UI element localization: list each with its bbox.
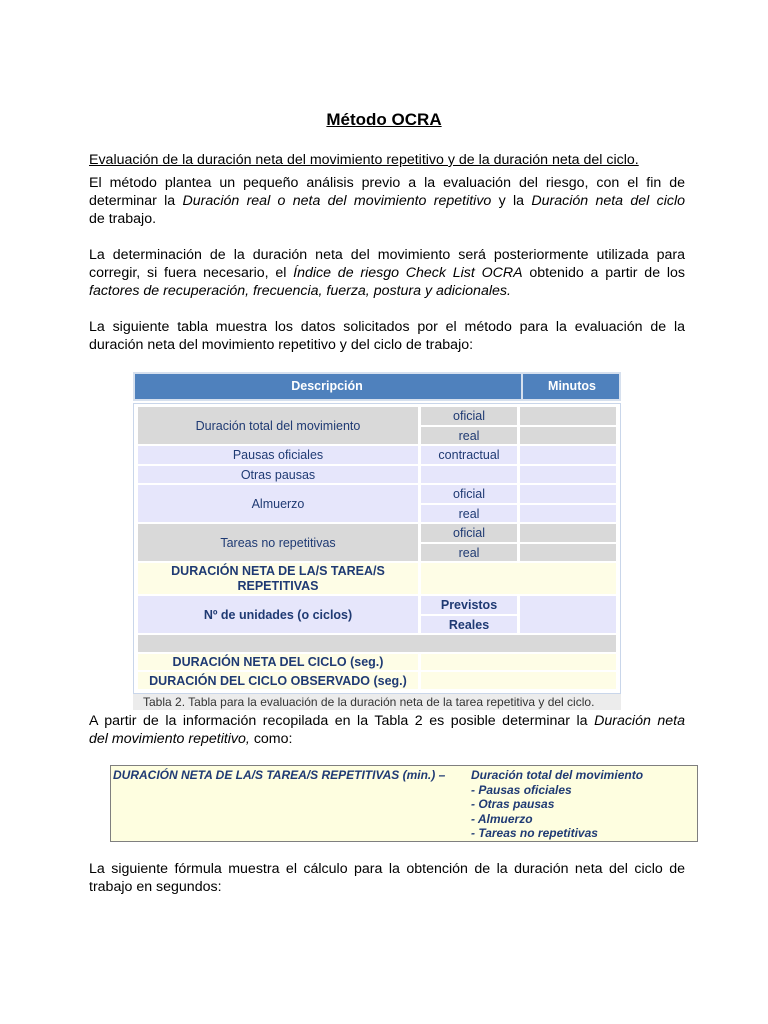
text-run: obtenido a partir de los xyxy=(522,265,685,281)
paragraph-line xyxy=(89,192,685,210)
row-label-lunch: Almuerzo xyxy=(138,485,418,522)
text-run: A partir de la información recopilada en la Tabla 2 es posible determinar la xyxy=(89,713,595,729)
row-label-net-cycle-duration: DURACIÓN NETA DEL CICLO (seg.) xyxy=(138,654,418,670)
paragraph-line: La siguiente fórmula muestra el cálculo para la obtención de la duración neta del ciclo de xyxy=(89,861,685,877)
paragraph-cycle-formula-intro xyxy=(89,860,685,896)
italic-term: Índice de riesgo Check List OCRA xyxy=(293,265,523,281)
row-label-net-duration: DURACIÓN NETA DE LA/S TAREA/S REPETITIVAS xyxy=(138,563,418,594)
subrow-real: real xyxy=(421,544,517,561)
paragraph-intro xyxy=(89,174,685,228)
formula-lhs: DURACIÓN NETA DE LA/S TAREA/S REPETITIVAS (min.) – xyxy=(113,768,446,782)
subrow-oficial: oficial xyxy=(421,485,517,503)
page-title: Método OCRA xyxy=(326,110,442,129)
minutes-cell xyxy=(520,407,616,425)
formula-rhs xyxy=(471,768,643,841)
italic-term: Duración neta del ciclo xyxy=(531,193,686,209)
row-label-observed-cycle-duration: DURACIÓN DEL CICLO OBSERVADO (seg.) xyxy=(138,672,418,689)
row-label-other-breaks: Otras pausas xyxy=(138,466,418,483)
paragraph-line xyxy=(89,730,685,748)
net-duration-value xyxy=(421,563,616,594)
formula-term: - Pausas oficiales xyxy=(471,782,572,797)
minutes-cell xyxy=(520,485,616,503)
italic-term: del movimiento repetitivo, xyxy=(89,731,250,747)
formula-term: - Tareas no repetitivas xyxy=(471,826,598,840)
table-caption: Tabla 2. Tabla para la evaluación de la duración neta de la tarea repetitiva y del ciclo. xyxy=(133,694,621,710)
section-subtitle: Evaluación de la duración neta del movimiento repetitivo y de la duración neta del ciclo. xyxy=(89,152,639,168)
table-body xyxy=(133,403,621,694)
paragraph-line xyxy=(89,264,685,282)
net-cycle-value xyxy=(421,654,616,670)
subrow-oficial: oficial xyxy=(421,407,517,425)
table-header xyxy=(133,372,621,401)
paragraph-line: La siguiente tabla muestra los datos solicitados por el método para la evaluación de la xyxy=(89,319,685,335)
paragraph-line: El método plantea un pequeño análisis previo a la evaluación del riesgo, con el fin de xyxy=(89,175,685,191)
minutes-cell xyxy=(520,466,616,483)
subrow-planned: Previstos xyxy=(421,596,517,614)
text-run: como: xyxy=(249,731,293,747)
table-spacer-row xyxy=(138,635,616,652)
paragraph-line xyxy=(89,712,685,730)
subrow-oficial: oficial xyxy=(421,524,517,542)
paragraph-correction xyxy=(89,246,685,300)
minutes-cell xyxy=(520,544,616,561)
units-value xyxy=(520,596,616,633)
paragraph-table-intro xyxy=(89,318,685,354)
paragraph-line: trabajo en segundos: xyxy=(89,879,222,895)
row-label-units: Nº de unidades (o ciclos) xyxy=(138,596,418,633)
row-label-official-breaks: Pausas oficiales xyxy=(138,446,418,464)
minutes-cell xyxy=(520,505,616,522)
formula-term: - Almuerzo xyxy=(471,811,533,826)
ocra-data-table xyxy=(133,372,621,694)
formula-term: Duración total del movimiento xyxy=(471,768,644,782)
net-duration-formula xyxy=(110,765,698,842)
italic-term: Duración real o neta del movimiento repetitivo xyxy=(182,193,492,209)
paragraph-line xyxy=(89,282,685,300)
text-run: determinar la xyxy=(89,193,183,209)
empty-cell xyxy=(421,466,517,483)
observed-cycle-value xyxy=(421,672,616,689)
subrow-real: real xyxy=(421,505,517,522)
paragraph-line: de trabajo. xyxy=(89,211,157,227)
subrow-contractual: contractual xyxy=(421,446,517,464)
minutes-cell xyxy=(520,446,616,464)
header-description: Descripción xyxy=(291,379,363,393)
paragraph-line: La determinación de la duración neta del movimiento será posteriormente utilizada para xyxy=(89,247,685,263)
italic-term: Duración neta xyxy=(594,713,685,729)
paragraph-formula-intro xyxy=(89,712,685,748)
row-label-total-duration: Duración total del movimiento xyxy=(138,407,418,444)
minutes-cell xyxy=(520,524,616,542)
header-minutes: Minutos xyxy=(521,374,621,399)
subrow-actual: Reales xyxy=(421,616,517,633)
minutes-cell xyxy=(520,427,616,444)
subrow-real: real xyxy=(421,427,517,444)
paragraph-line: duración neta del movimiento repetitivo y del ciclo de trabajo: xyxy=(89,337,474,353)
formula-term: - Otras pausas xyxy=(471,797,555,811)
row-label-non-repetitive-tasks: Tareas no repetitivas xyxy=(138,524,418,561)
text-run: y la xyxy=(491,193,532,209)
italic-term: factores de recuperación, frecuencia, fuerza, postura y adicionales. xyxy=(89,283,511,299)
text-run: corregir, si fuera necesario, el xyxy=(89,265,294,281)
